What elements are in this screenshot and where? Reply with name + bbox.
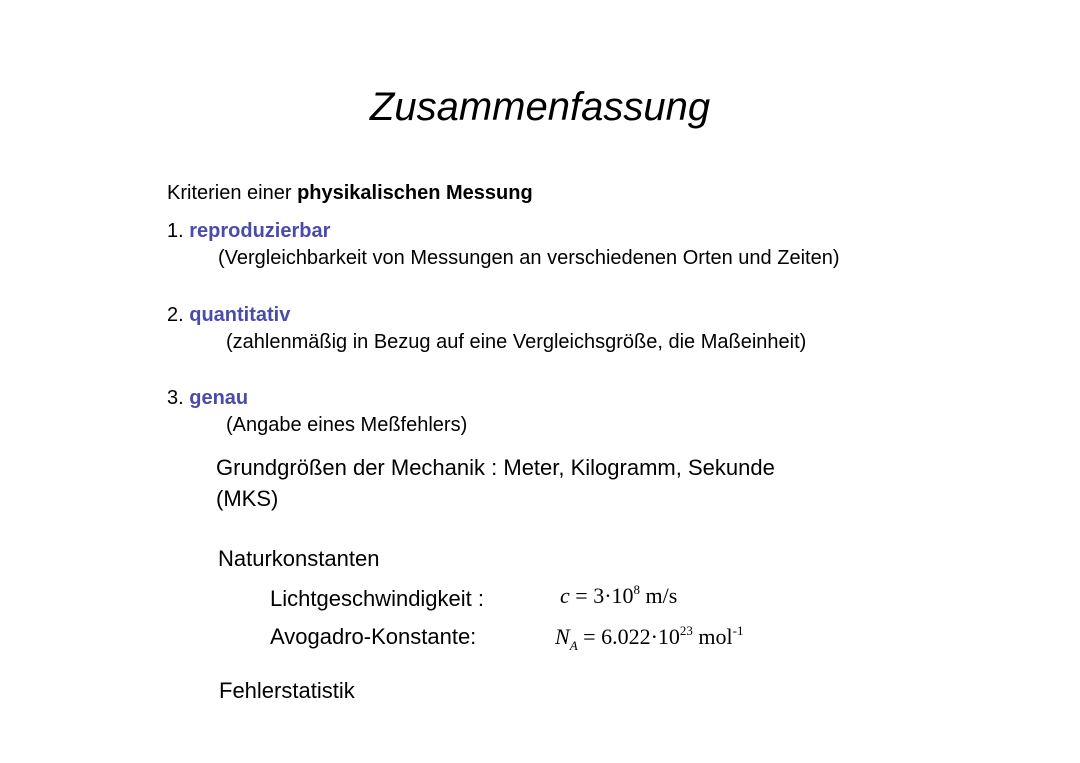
criterion-1-number: 1. bbox=[167, 220, 190, 242]
formula-exponent: 8 bbox=[633, 582, 641, 597]
error-statistics-heading: Fehlerstatistik bbox=[219, 678, 355, 703]
constant-label-avogadro: Avogadro-Konstante: bbox=[270, 624, 477, 649]
formula-exponent: 23 bbox=[679, 623, 693, 638]
criterion-3-number: 3. bbox=[167, 387, 190, 409]
criterion-1-keyword: reproduzierbar bbox=[189, 220, 331, 242]
formula-subscript: A bbox=[569, 638, 578, 653]
slide-title: Zusammenfassung bbox=[369, 85, 711, 129]
criterion-2-number: 2. bbox=[167, 304, 190, 326]
constant-formula-avogadro bbox=[555, 622, 743, 652]
criterion-2-keyword: quantitativ bbox=[189, 304, 291, 326]
criterion-2-detail: (zahlenmäßig in Bezug auf eine Vergleichsgröße, die Maßeinheit) bbox=[226, 331, 807, 353]
formula-equals: = bbox=[569, 583, 594, 608]
formula-mantissa: 3·10 bbox=[593, 583, 634, 608]
base-units-line1: Grundgrößen der Mechanik : Meter, Kilogramm, Sekunde bbox=[216, 455, 775, 480]
formula-unit: mol bbox=[692, 624, 733, 649]
constant-formula-light-speed bbox=[560, 581, 677, 611]
criterion-2 bbox=[167, 302, 290, 328]
constants-heading: Naturkonstanten bbox=[218, 546, 380, 571]
formula-symbol: N bbox=[555, 624, 570, 649]
formula-unit-exponent: -1 bbox=[732, 623, 744, 638]
criterion-3 bbox=[167, 385, 248, 411]
criterion-1 bbox=[167, 218, 330, 244]
formula-symbol: c bbox=[560, 583, 570, 608]
base-units-line2: (MKS) bbox=[216, 486, 279, 511]
constant-label-light-speed: Lichtgeschwindigkeit : bbox=[270, 586, 485, 611]
criteria-intro-text: Kriterien einer bbox=[167, 182, 298, 204]
formula-equals: = bbox=[577, 624, 602, 649]
formula-mantissa: 6.022·10 bbox=[601, 624, 680, 649]
criterion-3-detail: (Angabe eines Meßfehlers) bbox=[226, 414, 468, 436]
criteria-intro bbox=[167, 180, 533, 206]
criteria-intro-bold: physikalischen Messung bbox=[297, 182, 533, 204]
criterion-1-detail: (Vergleichbarkeit von Messungen an verschiedenen Orten und Zeiten) bbox=[218, 247, 840, 269]
criterion-3-keyword: genau bbox=[189, 387, 249, 409]
formula-unit: m/s bbox=[640, 583, 678, 608]
